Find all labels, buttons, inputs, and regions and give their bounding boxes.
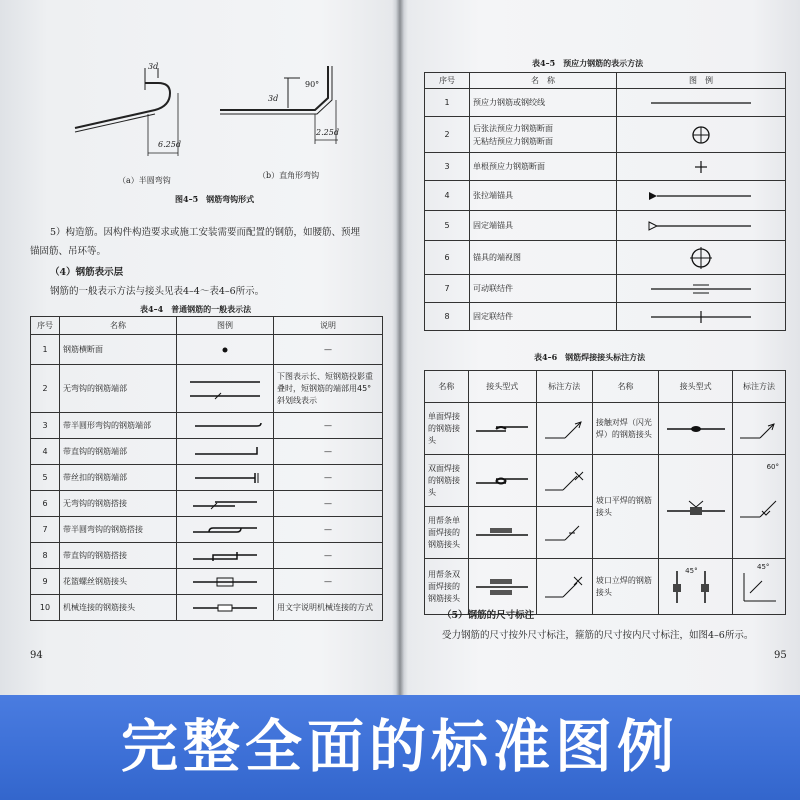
double-side-weld-mark-icon [536, 455, 592, 507]
row-name: 花篮螺丝钢筋接头 [60, 569, 177, 595]
row-name-right: 坡口立焊的钢筋接头 [592, 559, 658, 615]
table-row [425, 303, 786, 331]
row-note: — [274, 413, 383, 439]
col-header-name: 名 称 [470, 73, 617, 89]
single-side-weld-mark-icon [536, 403, 592, 455]
row-no: 5 [425, 211, 470, 241]
threaded-end-symbol [177, 465, 274, 491]
row-no: 8 [425, 303, 470, 331]
row-name: 带半圆形弯钩的钢筋端部 [60, 413, 177, 439]
fig-b-angle-label: 90° [305, 80, 320, 89]
table-row [425, 89, 786, 117]
row-name: 带半圆弯钩的钢筋搭接 [60, 517, 177, 543]
row-name: 带丝扣的钢筋端部 [60, 465, 177, 491]
flash-butt-weld-mark-icon [733, 403, 786, 455]
fig-a-caption: （a）半圆弯钩 [118, 176, 171, 185]
row-name: 机械连接的钢筋接头 [60, 595, 177, 621]
row-name-left: 用帮条双面焊接的钢筋接头 [425, 559, 469, 615]
table-header-row [31, 317, 383, 335]
fig-a-dim-label: 6.25d [158, 140, 181, 149]
row-no: 3 [425, 153, 470, 181]
table-row [31, 335, 383, 365]
section-heading-4: （4）钢筋表示层 [50, 267, 124, 278]
table-row [31, 595, 383, 621]
table-4-5 [424, 72, 786, 331]
rebar-section-symbol [177, 335, 274, 365]
col-header-no: 序号 [31, 317, 60, 335]
table-row [31, 491, 383, 517]
col-header-name-right: 名称 [592, 371, 658, 403]
lap-semicircle-hook-symbol [177, 517, 274, 543]
left-page [0, 0, 398, 695]
row-name-right: 接触对焊（闪光焊）的钢筋接头 [592, 403, 658, 455]
groove-flat-weld-joint-icon [659, 455, 733, 559]
col-header-name-left: 名称 [425, 371, 469, 403]
groove-vertical-weld-mark-icon [733, 559, 786, 615]
paragraph-dimension: 受力钢筋的尺寸按外尺寸标注，箍筋的尺寸按内尺寸标注，如图4–6所示。 [442, 630, 754, 641]
row-note: — [274, 517, 383, 543]
strap-double-weld-mark-icon [536, 559, 592, 615]
col-header-no: 序号 [425, 73, 470, 89]
strap-single-weld-mark-icon [536, 507, 592, 559]
row-name: 后张法预应力钢筋断面 无粘结预应力钢筋断面 [470, 117, 617, 153]
banner-text: 完整全面的标准图例 [121, 714, 679, 780]
row-note: 下图表示长、短钢筋投影重叠时，短钢筋的端部用45°斜划线表示 [274, 365, 383, 413]
single-strand-section-symbol [617, 153, 786, 181]
row-note: — [274, 543, 383, 569]
vertical-mark-angle-label: 45° [757, 563, 770, 571]
groove-flat-weld-mark-icon [733, 455, 786, 559]
fixed-anchor-symbol [617, 211, 786, 241]
row-name: 带直钩的钢筋端部 [60, 439, 177, 465]
col-header-note: 说明 [274, 317, 383, 335]
page-number-right: 95 [774, 650, 787, 661]
table-header-row [425, 73, 786, 89]
double-side-weld-joint-icon [468, 455, 536, 507]
table-4-4-caption: 表4–4 普通钢筋的一般表示法 [140, 304, 252, 314]
row-no: 4 [31, 439, 60, 465]
row-no: 6 [31, 491, 60, 517]
row-note: — [274, 569, 383, 595]
table-row [31, 517, 383, 543]
row-no: 7 [425, 275, 470, 303]
groove-angle-label: 60° [766, 463, 779, 471]
mechanical-joint-symbol [177, 595, 274, 621]
row-no: 2 [425, 117, 470, 153]
rebar-end-no-hook-symbol [177, 365, 274, 413]
row-no: 4 [425, 181, 470, 211]
movable-coupler-symbol [617, 275, 786, 303]
row-name: 锚具的端视图 [470, 241, 617, 275]
row-note: — [274, 439, 383, 465]
row-no: 6 [425, 241, 470, 275]
row-name: 张拉端锚具 [470, 181, 617, 211]
row-name: 预应力钢筋或钢绞线 [470, 89, 617, 117]
promo-banner [0, 695, 800, 800]
lap-no-hook-symbol [177, 491, 274, 517]
rebar-hook-figure [70, 58, 360, 188]
vertical-angle-label: 45° [685, 567, 698, 575]
fig-b-3d-label: 3d [268, 94, 279, 103]
table-row [31, 439, 383, 465]
paragraph-2: 钢筋的一般表示方法与接头见表4–4～表4–6所示。 [50, 286, 265, 297]
col-header-mark-left: 标注方法 [536, 371, 592, 403]
row-name: 可动联结件 [470, 275, 617, 303]
col-header-mark-right: 标注方法 [733, 371, 786, 403]
table-header-row [425, 371, 786, 403]
strap-single-weld-joint-icon [468, 507, 536, 559]
fig-b-caption: （b）直角形弯钩 [258, 171, 320, 180]
row-no: 9 [31, 569, 60, 595]
row-name: 固定端锚具 [470, 211, 617, 241]
table-row [31, 569, 383, 595]
table-row [425, 117, 786, 153]
table-4-6 [424, 370, 786, 615]
table-row [425, 153, 786, 181]
row-note: — [274, 335, 383, 365]
row-name: 无弯钩的钢筋端部 [60, 365, 177, 413]
row-name: 无弯钩的钢筋搭接 [60, 491, 177, 517]
fig-a-3d-label: 3d [148, 62, 159, 71]
row-no: 7 [31, 517, 60, 543]
row-no: 1 [31, 335, 60, 365]
flash-butt-weld-joint-icon [659, 403, 733, 455]
prestressed-strand-symbol [617, 89, 786, 117]
col-header-legend: 图 例 [617, 73, 786, 89]
single-side-weld-joint-icon [468, 403, 536, 455]
row-name: 固定联结件 [470, 303, 617, 331]
fig-b-dim-label: 2.25d [316, 128, 339, 137]
paragraph-1-cont: 锚固筋、吊环等。 [30, 246, 107, 257]
row-no: 5 [31, 465, 60, 491]
fixed-coupler-symbol [617, 303, 786, 331]
table-row [31, 413, 383, 439]
row-no: 1 [425, 89, 470, 117]
page-number-left: 94 [30, 650, 43, 661]
section-heading-5: （5）钢筋的尺寸标注 [442, 610, 535, 621]
row-name: 钢筋横断面 [60, 335, 177, 365]
col-header-name: 名称 [60, 317, 177, 335]
semicircle-hook-end-symbol [177, 413, 274, 439]
table-row [425, 403, 786, 455]
row-name: 带直钩的钢筋搭接 [60, 543, 177, 569]
col-header-joint-left: 接头型式 [468, 371, 536, 403]
table-row [425, 455, 786, 507]
anchor-end-view-symbol [617, 241, 786, 275]
table-row [425, 241, 786, 275]
table-4-6-caption: 表4–6 钢筋焊接接头标注方法 [534, 352, 646, 362]
turnbuckle-joint-symbol [177, 569, 274, 595]
paragraph-1: 5）构造筋。因构件构造要求或施工安装需要而配置的钢筋，如腰筋、预埋 [50, 227, 361, 238]
row-note: — [274, 491, 383, 517]
post-tensioned-section-symbol [617, 117, 786, 153]
table-row [425, 275, 786, 303]
lap-straight-hook-symbol [177, 543, 274, 569]
table-row [31, 365, 383, 413]
row-name-left: 双面焊接的钢筋接头 [425, 455, 469, 507]
row-no: 2 [31, 365, 60, 413]
row-name-left: 用帮条单面焊接的钢筋接头 [425, 507, 469, 559]
table-row [425, 181, 786, 211]
row-name: 单根预应力钢筋断面 [470, 153, 617, 181]
groove-vertical-weld-joint-icon [659, 559, 733, 615]
tension-anchor-symbol [617, 181, 786, 211]
col-header-joint-right: 接头型式 [659, 371, 733, 403]
table-row [425, 211, 786, 241]
row-no: 10 [31, 595, 60, 621]
row-note: 用文字说明机械连接的方式 [274, 595, 383, 621]
row-name-left: 单面焊接的钢筋接头 [425, 403, 469, 455]
row-no: 8 [31, 543, 60, 569]
right-page [402, 0, 800, 695]
table-4-5-caption: 表4–5 预应力钢筋的表示方法 [532, 58, 644, 68]
figure-caption: 图4–5 钢筋弯钩形式 [175, 194, 255, 204]
row-name-right: 坡口平焊的钢筋接头 [592, 455, 658, 559]
straight-hook-end-symbol [177, 439, 274, 465]
table-row [31, 465, 383, 491]
table-4-4 [30, 316, 383, 621]
table-row [31, 543, 383, 569]
col-header-legend: 图例 [177, 317, 274, 335]
row-no: 3 [31, 413, 60, 439]
row-note: — [274, 465, 383, 491]
